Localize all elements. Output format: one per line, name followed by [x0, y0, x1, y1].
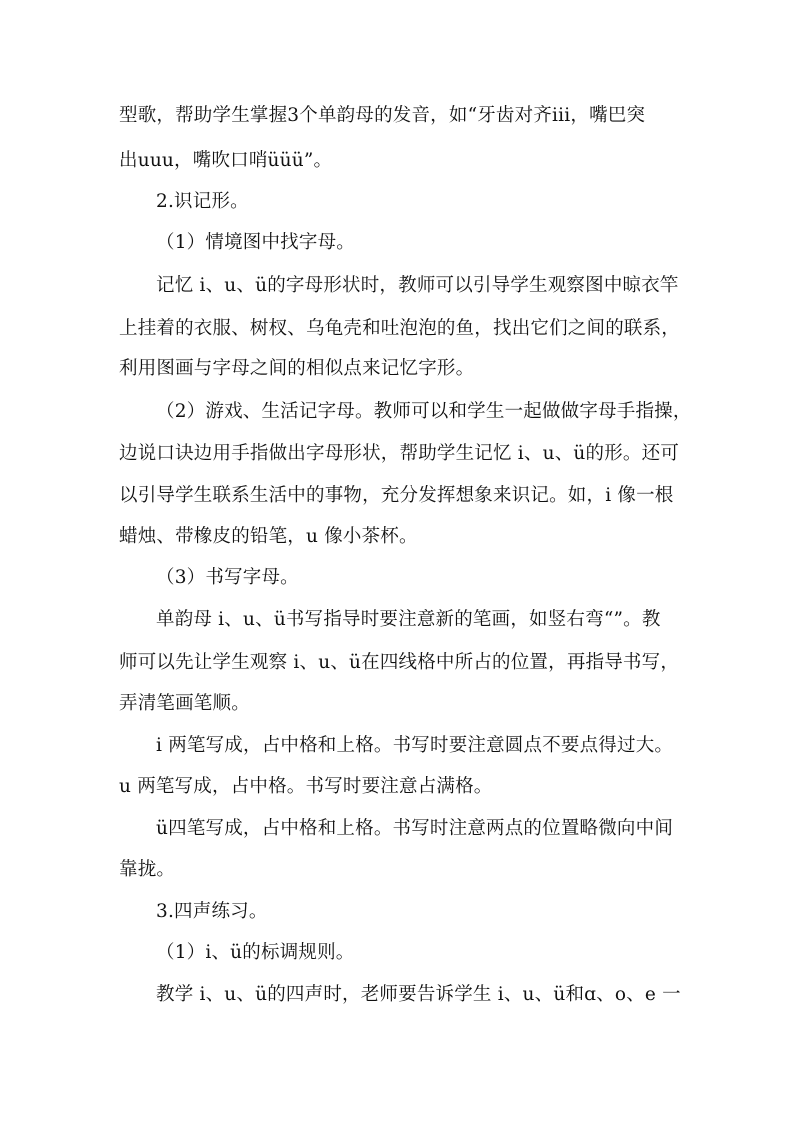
- text-line: 上挂着的衣服、树杈、乌龟壳和吐泡泡的鱼，找出它们之间的联系，: [119, 318, 681, 339]
- text-line: 靠拢。: [119, 859, 176, 880]
- subsection-heading: （1）i、ü的标调规则。: [156, 942, 355, 963]
- text-line: 边说口诀边用手指做出字母形状，帮助学生记忆 i、u、ü的形。还可: [119, 443, 680, 464]
- text-line: 出uuu，嘴吹口哨üüü”。: [119, 150, 333, 171]
- text-line: i 两笔写成，占中格和上格。书写时要注意圆点不要点得过大。: [156, 735, 674, 756]
- text-line: 师可以先让学生观察 i、u、ü在四线格中所占的位置，再指导书写，: [119, 652, 680, 673]
- text-line: 弄清笔画笔顺。: [119, 693, 250, 714]
- text-line: 蜡烛、带橡皮的铅笔，u 像小茶杯。: [119, 526, 418, 547]
- subsection-heading: （1）情境图中找字母。: [156, 232, 355, 253]
- text-line: 记忆 i、u、ü的字母形状时，教师可以引导学生观察图中晾衣竿: [156, 275, 679, 296]
- text-line: （2）游戏、生活记字母。教师可以和学生一起做做字母手指操，: [156, 401, 692, 422]
- text-line: ü四笔写成，占中格和上格。书写时注意两点的位置略微向中间: [156, 818, 674, 839]
- text-line: u 两笔写成，占中格。书写时要注意占满格。: [119, 776, 493, 797]
- section-heading: 3.四声练习。: [156, 901, 268, 922]
- text-line: 利用图画与字母之间的相似点来记忆字形。: [119, 358, 475, 379]
- text-line: 以引导学生联系生活中的事物，充分发挥想象来识记。如，i 像一根: [119, 485, 674, 506]
- subsection-heading: （3）书写字母。: [156, 567, 299, 588]
- section-heading: 2.识记形。: [156, 191, 249, 212]
- text-line: 教学 i、u、ü的四声时，老师要告诉学生 i、u、ü和ɑ、o、e 一: [156, 984, 681, 1005]
- text-line: 单韵母 i、u、ü书写指导时要注意新的笔画，如竖右弯“”。教: [156, 609, 661, 630]
- text-line: 型歌，帮助学生掌握3个单韵母的发音，如“牙齿对齐iii，嘴巴突: [119, 105, 646, 126]
